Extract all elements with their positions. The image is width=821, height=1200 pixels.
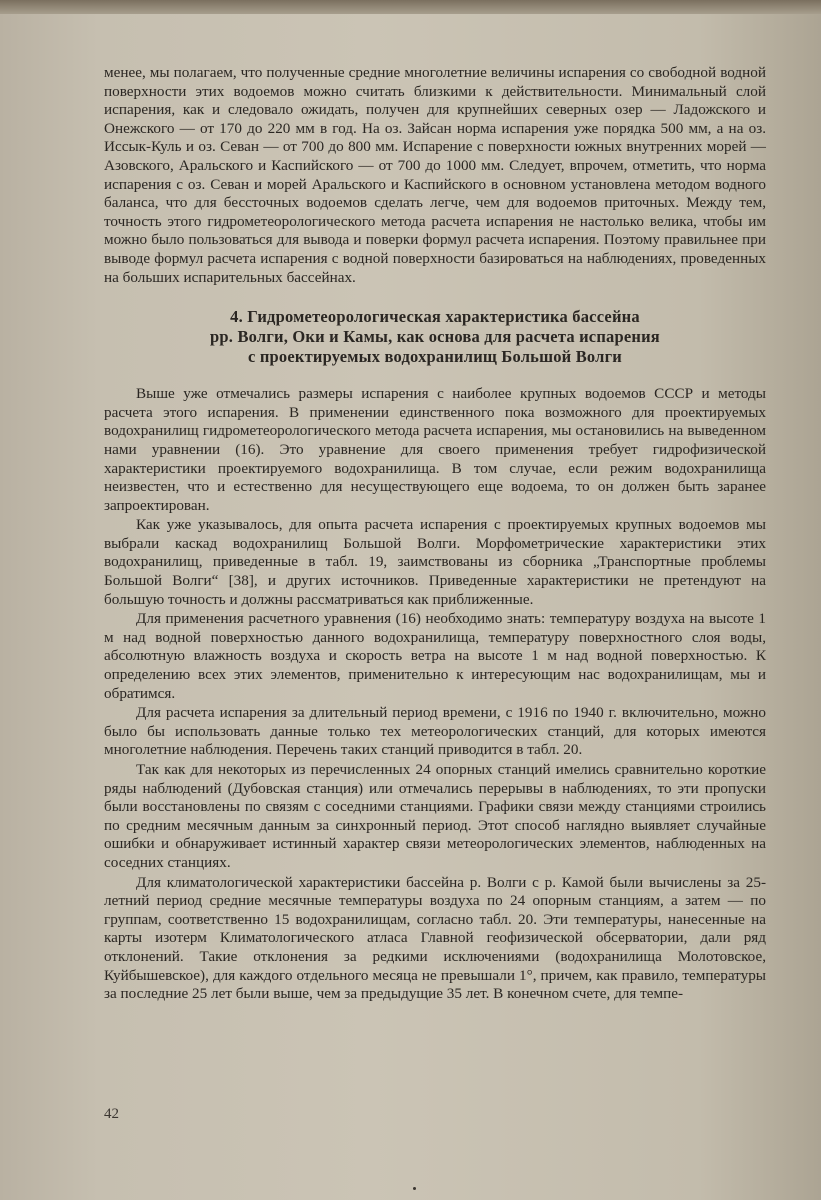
section-heading-line-2: рр. Волги, Оки и Камы, как основа для расчета испарения [210, 327, 660, 347]
print-mark-dot [413, 1187, 416, 1190]
paragraph: Для климатологической характеристики бассейна р. Волги с р. Камой были вычислены за 25-летний период средние месячные температуры воздуха по 24 опорным станциям, а затем — по группам, соответственно 15 водохранилищам, согласно табл. 20. Эти температуры, нанесенные на карты изотерм Климатологического атласа Главной геофизической обсерватории, дали ряд отклонений. Такие отклонения за редкими исключениями (водохранилища Молотовское, Куйбышевское), для каждого отдельного месяца не превышали 1°, причем, как правило, температуры за последние 25 лет были выше, чем за предыдущие 35 лет. В конечном счете, для темпе- [104, 873, 766, 1003]
paragraph: Как уже указывалось, для опыта расчета испарения с проектируемых крупных водоемов мы выбрали каскад водохранилищ Большой Волги. Морфометрические характеристики этих водохранилищ, приведенные в табл. 19, заимствованы из сборника „Транспортные проблемы Большой Волги“ [38], и других источников. Приведенные характеристики не претендуют на большую точность и должны рассматриваться как приближенные. [104, 516, 766, 608]
section-heading-line-1: 4. Гидрометеорологическая характеристика бассейна [230, 307, 640, 327]
paragraph: Для применения расчетного уравнения (16) необходимо знать: температуру воздуха на высоте 1 м над водной поверхностью данного водохранилища, температуру поверхностного слоя воды, абсолютную влажность воздуха и скорость ветра на высоте 1 м над водной поверхностью. К определению всех этих элементов, применительно к интересующим нас водохранилищам, мы и обратимся. [104, 610, 766, 702]
page-text-block [104, 64, 766, 1004]
paragraph: Для расчета испарения за длительный период времени, с 1916 по 1940 г. включительно, можно было бы использовать данные только тех метеорологических станций, для которых имеются многолетние наблюдения. Перечень таких станций приводится в табл. 20. [104, 704, 766, 759]
paragraph: Выше уже отмечались размеры испарения с наиболее крупных водоемов СССР и методы расчета этого испарения. В применении единственного пока возможного для проектируемых водохранилищ гидрометеорологического метода расчета испарения, мы остановились на выведенном нами уравнении (16). Это уравнение для своего применения требует гидрофизической характеристики проектируемого водохранилища. В том случае, если режим водохранилища неизвестен, что и естественно для несуществующего еще водоема, то он должен быть заранее запроектирован. [104, 385, 766, 514]
paragraph-continuation: менее, мы полагаем, что полученные средние многолетние величины испарения со свободной водной поверхности этих водоемов можно считать близкими к действительности. Минимальный слой испарения, как и следовало ожидать, получен для крупнейших северных озер — Ладожского и Онежского — от 170 до 220 мм в год. На оз. Зайсан норма испарения уже порядка 500 мм, а на оз. Иссык-Куль и оз. Севан — от 700 до 800 мм. Испарение с поверхности южных внутренних морей — Азовского, Аральского и Каспийского — от 700 до 1000 мм. Следует, впрочем, отметить, что норма испарения с оз. Севан и морей Аральского и Каспийского в основном установлена методом водного баланса, что для бессточных водоемов сделать легче, чем для водоемов приточных. Между тем, точность этого гидрометеорологического метода расчета испарения не настолько велика, чтобы им можно было пользоваться для вывода и поверки формул расчета испарения. Поэтому правильнее при выводе формул расчета испарения с водной поверхности базироваться на наблюдениях, проведенных на больших испарительных бассейнах. [104, 64, 766, 286]
section-heading [104, 307, 766, 367]
page-number: 42 [104, 1106, 119, 1122]
paragraph: Так как для некоторых из перечисленных 24 опорных станций имелись сравнительно короткие ряды наблюдений (Дубовская станция) или отмечались перерывы в наблюдениях, то эти пропуски были восстановлены по связям с соседними станциями. Графики связи между станциями строились по средним месячным данным за синхронный период. Этот способ наглядно выявляет случайные ошибки и обнаруживает истинный характер связи метеорологических элементов, наблюденных на соседних станциях. [104, 761, 766, 871]
section-heading-line-3: с проектируемых водохранилищ Большой Волги [247, 347, 623, 367]
